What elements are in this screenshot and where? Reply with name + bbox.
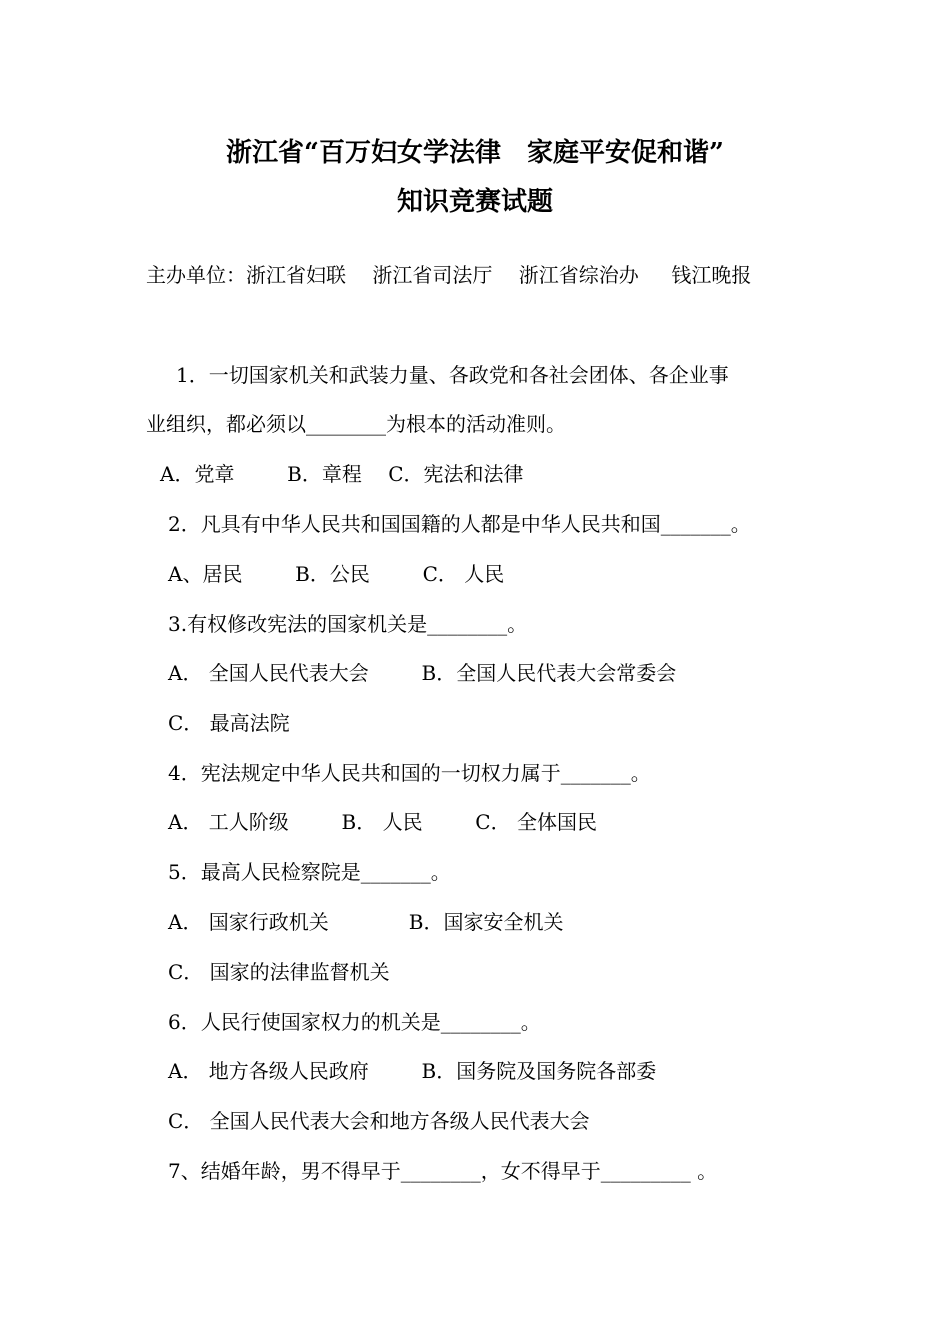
question-4-stem: 4．宪法规定中华人民共和国的一切权力属于_______。 (168, 761, 651, 785)
question-2-options: A、居民 B．公民 C． 人民 (168, 562, 505, 586)
question-4-options: A． 工人阶级 B． 人民 C． 全体国民 (168, 810, 597, 834)
question-6-stem: 6．人民行使国家权力的机关是________。 (168, 1010, 541, 1034)
organizers-line: 主办单位：浙江省妇联 浙江省司法厅 浙江省综治办 钱江晚报 (146, 263, 752, 287)
question-2-stem: 2．凡具有中华人民共和国国籍的人都是中华人民共和国_______。 (168, 512, 751, 536)
question-3-stem: 3.有权修改宪法的国家机关是________。 (168, 612, 528, 636)
question-6-options-line-1: A． 地方各级人民政府 B．国务院及国务院各部委 (168, 1059, 657, 1083)
question-1-options: A．党章 B．章程 C．宪法和法律 (160, 462, 524, 486)
question-5-options-line-1: A． 国家行政机关 B．国家安全机关 (168, 910, 564, 934)
question-3-options-line-1: A． 全国人民代表大会 B．全国人民代表大会常委会 (168, 661, 677, 685)
question-6-options-line-2: C． 全国人民代表大会和地方各级人民代表大会 (168, 1109, 590, 1133)
document-title-line-2: 知识竞赛试题 (396, 187, 553, 217)
question-1-stem-line-1: 1．一切国家机关和武装力量、各政党和各社会团体、各企业事 (176, 363, 729, 387)
question-3-options-line-2: C． 最高法院 (168, 711, 290, 735)
question-1-stem-line-2: 业组织，都必须以________为根本的活动准则。 (146, 412, 566, 436)
question-5-options-line-2: C． 国家的法律监督机关 (168, 960, 390, 984)
question-5-stem: 5．最高人民检察院是_______。 (168, 860, 451, 884)
document-title-line-1: 浙江省“百万妇女学法律 家庭平安促和谐” (226, 138, 724, 168)
question-7-stem: 7、结婚年龄，男不得早于________，女不得早于_________ 。 (168, 1159, 718, 1183)
